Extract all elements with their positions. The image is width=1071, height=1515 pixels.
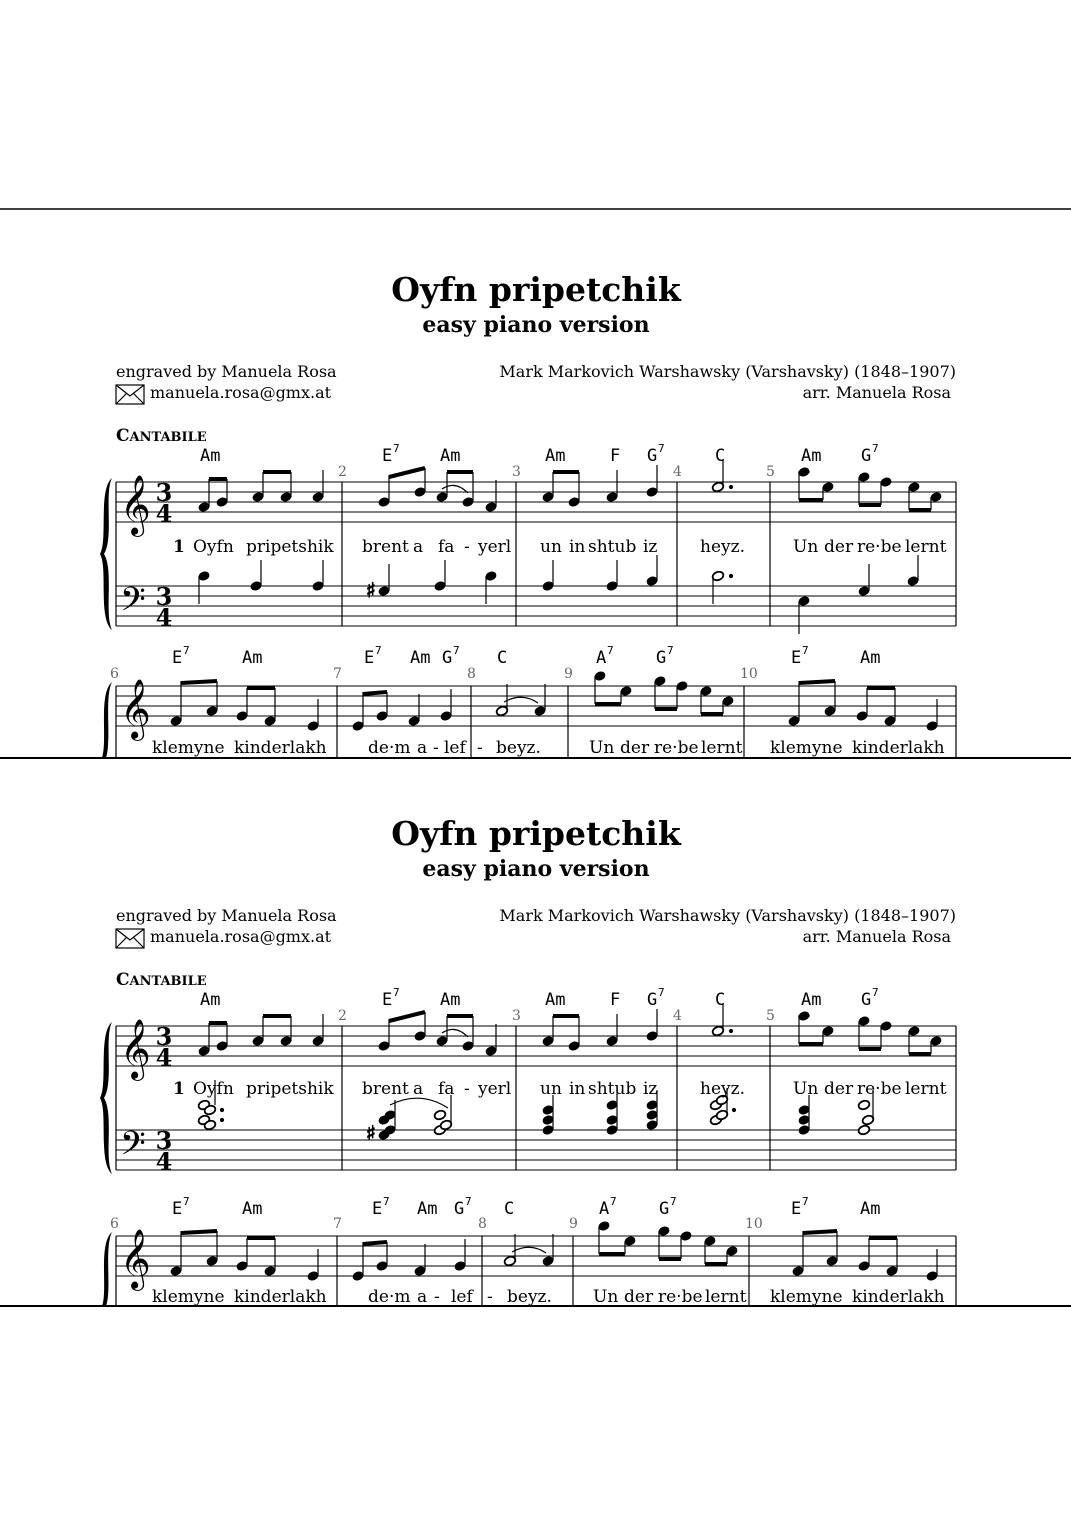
lyric-syllable: un — [540, 1079, 562, 1099]
bar-number: 10 — [740, 666, 758, 682]
chord-extension: 7 — [393, 442, 400, 455]
chord-symbol: Am — [200, 446, 221, 466]
chord-extension: 7 — [872, 986, 879, 999]
lyric-syllable: kinderlakh — [234, 1287, 327, 1307]
svg-text:♯: ♯ — [366, 1121, 376, 1145]
arranger-credit: arr. Manuela Rosa — [802, 383, 951, 402]
lyrics-line — [152, 1287, 945, 1307]
melody-notes — [170, 1221, 938, 1282]
score-subtitle: easy piano version — [422, 856, 650, 882]
lyric-syllable: de·m — [368, 738, 411, 758]
piano-brace — [100, 1022, 112, 1174]
lyric-syllable: heyz. — [700, 1079, 745, 1099]
bar-number: 5 — [766, 1008, 775, 1024]
chord-extension: 7 — [393, 986, 400, 999]
chord-symbol: G — [442, 648, 453, 668]
chord-symbol: G — [861, 990, 872, 1010]
lyric-syllable: a — [413, 537, 424, 557]
lyric-syllable: re·be — [658, 1287, 703, 1307]
chord-symbol: Am — [860, 1199, 881, 1219]
lyric-syllable: - — [433, 738, 439, 758]
chord-symbol: G — [656, 648, 667, 668]
bar-number: 6 — [110, 1216, 119, 1232]
chord-extension: 7 — [802, 644, 809, 657]
lyric-syllable: - — [434, 1287, 440, 1307]
lyric-syllable: beyz. — [496, 738, 541, 758]
melody-notes — [170, 671, 938, 732]
lyric-syllable: in — [569, 537, 586, 557]
lyric-syllable: re·be — [857, 537, 902, 557]
bar-number: 3 — [512, 1008, 521, 1024]
bass-staff — [116, 586, 956, 626]
bar-number: 7 — [333, 1216, 342, 1232]
lyric-syllable: fa — [438, 1079, 455, 1099]
lyrics-line — [173, 1079, 947, 1099]
chord-symbol: E — [791, 1199, 802, 1219]
lyric-syllable: fa — [438, 537, 455, 557]
bar-number: 2 — [338, 464, 347, 480]
chord-extension: 7 — [183, 644, 190, 657]
lyric-syllable: kinderlakh — [852, 738, 945, 758]
lyric-syllable: lef — [451, 1287, 473, 1307]
lyrics-line — [173, 537, 947, 557]
lyric-syllable: re·be — [857, 1079, 902, 1099]
lyric-syllable: Oyfn — [193, 1079, 234, 1099]
chord-extension: 7 — [802, 1195, 809, 1208]
lyric-syllable: shtub — [588, 537, 637, 557]
treble-clef-icon: 𝄞 — [120, 475, 151, 535]
chord-extension: 7 — [383, 1195, 390, 1208]
svg-text:♯: ♯ — [366, 578, 376, 602]
lyric-syllable: klemyne — [770, 738, 843, 758]
chord-symbol: F — [610, 446, 621, 466]
chord-symbol: G — [647, 446, 658, 466]
score-copy-1 — [100, 270, 956, 758]
score-title: Oyfn pripetchik — [391, 814, 681, 853]
chord-symbol: E — [791, 648, 802, 668]
chord-symbol: F — [610, 990, 621, 1010]
lyric-syllable: a — [413, 1079, 424, 1099]
chord-extension: 7 — [658, 442, 665, 455]
chord-symbol: Am — [860, 648, 881, 668]
chord-symbol: E — [172, 1199, 183, 1219]
piano-brace — [100, 478, 112, 630]
lyric-syllable: yerl — [478, 1079, 512, 1099]
chord-symbol: G — [861, 446, 872, 466]
bar-number: 9 — [564, 666, 573, 682]
chord-symbol: E — [382, 990, 393, 1010]
time-signature-numerator: 3 — [155, 478, 173, 507]
lyric-syllable: iz — [643, 537, 658, 557]
bass-clef-icon: 𝄢 — [120, 581, 146, 627]
bar-number: 7 — [333, 666, 342, 682]
lyric-syllable: brent — [362, 537, 409, 557]
lyric-syllable: der — [824, 537, 854, 557]
engraver-credit: engraved by Manuela Rosa — [116, 906, 337, 925]
arranger-credit: arr. Manuela Rosa — [802, 927, 951, 946]
lyric-syllable: - — [487, 1287, 493, 1307]
bar-number: 9 — [569, 1216, 578, 1232]
chord-symbol: E — [372, 1199, 383, 1219]
lyric-syllable: - — [464, 1079, 470, 1099]
chord-symbols — [172, 1195, 880, 1219]
chord-symbol: Am — [417, 1199, 438, 1219]
time-signature-denominator: 4 — [155, 1043, 173, 1072]
chord-symbol: Am — [242, 1199, 263, 1219]
chord-symbol: Am — [440, 446, 461, 466]
lyric-syllable: beyz. — [507, 1287, 552, 1307]
chord-extension: 7 — [607, 644, 614, 657]
tempo-marking: CANTABILE — [116, 426, 207, 446]
chord-symbol: E — [364, 648, 375, 668]
chord-symbol: Am — [440, 990, 461, 1010]
score-subtitle: easy piano version — [422, 312, 650, 338]
lyric-syllable: der — [624, 1287, 654, 1307]
lyric-syllable: heyz. — [700, 537, 745, 557]
chord-symbol: Am — [200, 990, 221, 1010]
envelope-icon — [116, 929, 144, 948]
composer-credit: Mark Markovich Warshawsky (Varshavsky) (1848–1907) — [499, 906, 956, 925]
chord-extension: 7 — [872, 442, 879, 455]
melody-notes — [198, 460, 942, 512]
piano-brace — [102, 682, 112, 758]
lyric-syllable: iz — [643, 1079, 658, 1099]
chord-extension: 7 — [375, 644, 382, 657]
bar-number: 4 — [673, 464, 682, 480]
chord-extension: 7 — [453, 644, 460, 657]
chord-symbols — [200, 986, 879, 1010]
lyric-syllable: klemyne — [152, 738, 225, 758]
bass-notes — [198, 555, 919, 634]
chord-symbol: C — [715, 446, 726, 466]
lyric-syllable: der — [620, 738, 650, 758]
lyric-syllable: a — [417, 1287, 428, 1307]
bar-number: 10 — [745, 1216, 763, 1232]
verse-number: 1 — [173, 1079, 185, 1099]
lyric-syllable: - — [477, 738, 483, 758]
lyric-syllable: kinderlakh — [234, 738, 327, 758]
bar-number: 6 — [110, 666, 119, 682]
chord-symbol: Am — [545, 446, 566, 466]
chord-symbol: C — [715, 990, 726, 1010]
lyric-syllable: Oyfn — [193, 537, 234, 557]
time-signature-numerator: 3 — [155, 582, 173, 611]
bar-number: 8 — [478, 1216, 487, 1232]
lyric-syllable: lernt — [905, 1079, 947, 1099]
chord-symbol: Am — [410, 648, 431, 668]
verse-number: 1 — [173, 537, 185, 557]
score-copy-2 — [100, 814, 956, 1307]
email-link[interactable]: manuela.rosa@gmx.at — [150, 383, 332, 402]
lyric-syllable: lernt — [701, 738, 743, 758]
chord-extension: 7 — [670, 1195, 677, 1208]
chord-symbols — [200, 442, 879, 466]
bar-number: 4 — [673, 1008, 682, 1024]
time-signature-numerator: 3 — [155, 1022, 173, 1051]
chord-extension: 7 — [658, 986, 665, 999]
time-signature-denominator: 4 — [155, 1147, 173, 1176]
time-signature-denominator: 4 — [155, 603, 173, 632]
chord-extension: 7 — [610, 1195, 617, 1208]
bass-staff — [116, 1130, 956, 1170]
time-signature-denominator: 4 — [155, 499, 173, 528]
chord-symbol: A — [596, 648, 607, 668]
lyric-syllable: Un — [793, 537, 819, 557]
bar-number: 3 — [512, 464, 521, 480]
chord-symbol: C — [504, 1199, 515, 1219]
chord-symbol: E — [172, 648, 183, 668]
lyric-syllable: Un — [793, 1079, 819, 1099]
score-title: Oyfn pripetchik — [391, 270, 681, 309]
lyric-syllable: lernt — [905, 537, 947, 557]
tempo-marking: CANTABILE — [116, 970, 207, 990]
lyric-syllable: de·m — [368, 1287, 411, 1307]
bass-clef-icon: 𝄢 — [120, 1125, 146, 1171]
chord-symbol: G — [659, 1199, 670, 1219]
chord-symbol: G — [454, 1199, 465, 1219]
lyric-syllable: re·be — [654, 738, 699, 758]
lyric-syllable: kinderlakh — [852, 1287, 945, 1307]
lyric-syllable: pripetshik — [246, 1079, 334, 1099]
chord-symbol: Am — [545, 990, 566, 1010]
lyric-syllable: lernt — [705, 1287, 747, 1307]
time-signature-numerator: 3 — [155, 1126, 173, 1155]
treble-clef-icon: 𝄞 — [120, 679, 151, 739]
chord-symbol: Am — [801, 990, 822, 1010]
composer-credit: Mark Markovich Warshawsky (Varshavsky) (1848–1907) — [499, 362, 956, 381]
chord-symbols — [172, 644, 880, 668]
treble-clef-icon: 𝄞 — [120, 1019, 151, 1079]
lyric-syllable: lef — [444, 738, 466, 758]
lyric-syllable: a — [417, 738, 428, 758]
chord-symbol: G — [647, 990, 658, 1010]
lyric-syllable: klemyne — [770, 1287, 843, 1307]
lyric-syllable: klemyne — [152, 1287, 225, 1307]
chord-symbol: C — [497, 648, 508, 668]
engraver-credit: engraved by Manuela Rosa — [116, 362, 337, 381]
lyric-syllable: shtub — [588, 1079, 637, 1099]
envelope-icon — [116, 385, 144, 404]
bar-number: 2 — [338, 1008, 347, 1024]
treble-clef-icon: 𝄞 — [120, 1229, 151, 1289]
chord-symbol: A — [599, 1199, 610, 1219]
chord-extension: 7 — [183, 1195, 190, 1208]
bar-number: 5 — [766, 464, 775, 480]
chord-extension: 7 — [667, 644, 674, 657]
email-link[interactable]: manuela.rosa@gmx.at — [150, 927, 332, 946]
lyric-syllable: pripetshik — [246, 537, 334, 557]
chord-symbol: Am — [801, 446, 822, 466]
lyric-syllable: - — [464, 537, 470, 557]
chord-extension: 7 — [465, 1195, 472, 1208]
piano-brace — [102, 1232, 112, 1306]
bar-number: 8 — [467, 666, 476, 682]
lyric-syllable: brent — [362, 1079, 409, 1099]
lyric-syllable: un — [540, 537, 562, 557]
lyrics-line — [152, 738, 945, 758]
lyric-syllable: Un — [593, 1287, 619, 1307]
lyric-syllable: der — [824, 1079, 854, 1099]
lyric-syllable: in — [569, 1079, 586, 1099]
chord-symbol: E — [382, 446, 393, 466]
lyric-syllable: yerl — [478, 537, 512, 557]
melody-notes — [198, 1004, 942, 1056]
chord-symbol: Am — [242, 648, 263, 668]
lyric-syllable: Un — [589, 738, 615, 758]
